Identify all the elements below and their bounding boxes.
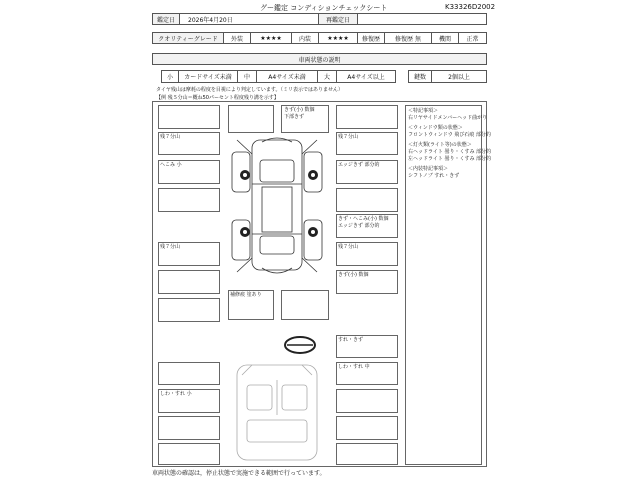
- panel-right-top: [336, 105, 398, 129]
- panel-top-center-text-2: 下部きず: [284, 114, 305, 120]
- panel-right-int-1-text: すれ・きず: [338, 337, 364, 343]
- reappraisal-date: [357, 13, 487, 25]
- sheet-title: グー鑑定 コンディションチェックシート: [260, 4, 388, 12]
- panel-right-int-2-text: しわ・すれ 中: [338, 364, 370, 370]
- tire-front-left-icon: [238, 168, 252, 182]
- panel-right-int-5: [336, 443, 398, 465]
- steering-wheel-icon: [283, 335, 317, 355]
- interior-rating: ★★★★: [318, 32, 358, 44]
- exterior-label: 外装: [223, 32, 251, 44]
- panel-right-1-text: 残７分山: [338, 134, 359, 140]
- window-header: ＜ウィンドウ類の状態＞: [408, 125, 463, 131]
- key-count-value: 2個以上: [431, 70, 487, 83]
- special-remarks-header: ＜特記事項＞: [408, 108, 439, 114]
- panel-left-1-text: 残７分山: [160, 134, 181, 140]
- light-text-2: 左ヘッドライト 曇り・くすみ 部分的: [408, 156, 492, 162]
- legend-small: 小: [161, 70, 179, 83]
- reappraisal-label: 再鑑定日: [318, 13, 358, 25]
- legend-large-desc: A4サイズ以上: [336, 70, 396, 83]
- panel-left-top: [158, 105, 220, 129]
- light-text-1: 右ヘッドライト 曇り・くすみ 部分的: [408, 149, 492, 155]
- panel-left-2-text: へこみ 小: [160, 162, 182, 168]
- panel-left-int-1: [158, 362, 220, 385]
- document-id: K33326D2002: [445, 3, 496, 11]
- panel-left-int-3: [158, 416, 220, 440]
- panel-bottom-left-text: 補修痕 塗あり: [230, 292, 262, 298]
- interior-remarks-text: シフトノブ すれ・きず: [408, 173, 460, 179]
- panel-right-int-4: [336, 416, 398, 440]
- window-text: フロントウィンドウ 飛び石痕 部分的: [408, 132, 491, 138]
- tire-rear-right-icon: [306, 225, 320, 239]
- light-header: ＜灯火類(ライト等)の状態＞: [408, 142, 472, 148]
- section-title: 車両状態の説明: [152, 53, 487, 65]
- panel-right-4-text-2: エッジきず 部分的: [338, 223, 380, 229]
- legend-small-desc: カードサイズ未満: [178, 70, 238, 83]
- legend-medium: 中: [237, 70, 257, 83]
- tire-note: タイヤ残山は摩耗の程度を目視により判定しています。（ミリ表示ではありません）: [156, 87, 344, 93]
- panel-left-5: [158, 270, 220, 294]
- panel-right-6-text: きず(小) 数個: [338, 272, 369, 278]
- panel-right-4-text-1: きず・へこみ(小) 数個: [338, 216, 389, 222]
- panel-top-center-text-1: きず(小) 数個: [284, 107, 315, 113]
- car-interior-diagram: [222, 360, 332, 465]
- legend-large: 大: [317, 70, 337, 83]
- panel-left-3: [158, 188, 220, 212]
- interior-remarks-header: ＜内装特記事項＞: [408, 166, 449, 172]
- appraisal-date-label: 鑑定日: [152, 13, 180, 25]
- exterior-rating: ★★★★: [250, 32, 292, 44]
- panel-bottom-right: [281, 290, 329, 320]
- repair-history-value: 修復歴 無: [384, 32, 432, 44]
- panel-top-left: [228, 105, 274, 133]
- tire-rear-left-icon: [238, 225, 252, 239]
- special-remarks-text: 右リヤサイドメンバーヘッド曲がり: [408, 115, 488, 121]
- tire-front-right-icon: [306, 168, 320, 182]
- car-exterior-diagram: [222, 132, 332, 284]
- engine-value: 正常: [458, 32, 487, 44]
- panel-right-int-3: [336, 389, 398, 413]
- footer-note: 車両状態の確認は，停止状態で実施できる範囲で行っています。: [152, 470, 326, 477]
- panel-right-3: [336, 188, 398, 212]
- panel-left-6: [158, 298, 220, 322]
- repair-history-label: 修復歴: [357, 32, 385, 44]
- appraisal-date: 2026年4月20日: [179, 13, 319, 25]
- key-count-label: 鍵数: [408, 70, 432, 83]
- tire-example: 【例 残５分山＝概ね50パーセント程度残り溝を示す】: [156, 95, 279, 101]
- legend-medium-desc: A4サイズ未満: [256, 70, 318, 83]
- panel-left-int-2-text: しわ・すれ 小: [160, 391, 192, 397]
- panel-left-4-text: 残７分山: [160, 244, 181, 250]
- quality-grade-label: クオリティーグレード: [152, 32, 224, 44]
- engine-label: 機関: [431, 32, 459, 44]
- panel-right-5-text: 残７分山: [338, 244, 359, 250]
- panel-left-int-4: [158, 443, 220, 465]
- interior-label: 内装: [291, 32, 319, 44]
- panel-right-2-text: エッジきず 部分的: [338, 162, 380, 168]
